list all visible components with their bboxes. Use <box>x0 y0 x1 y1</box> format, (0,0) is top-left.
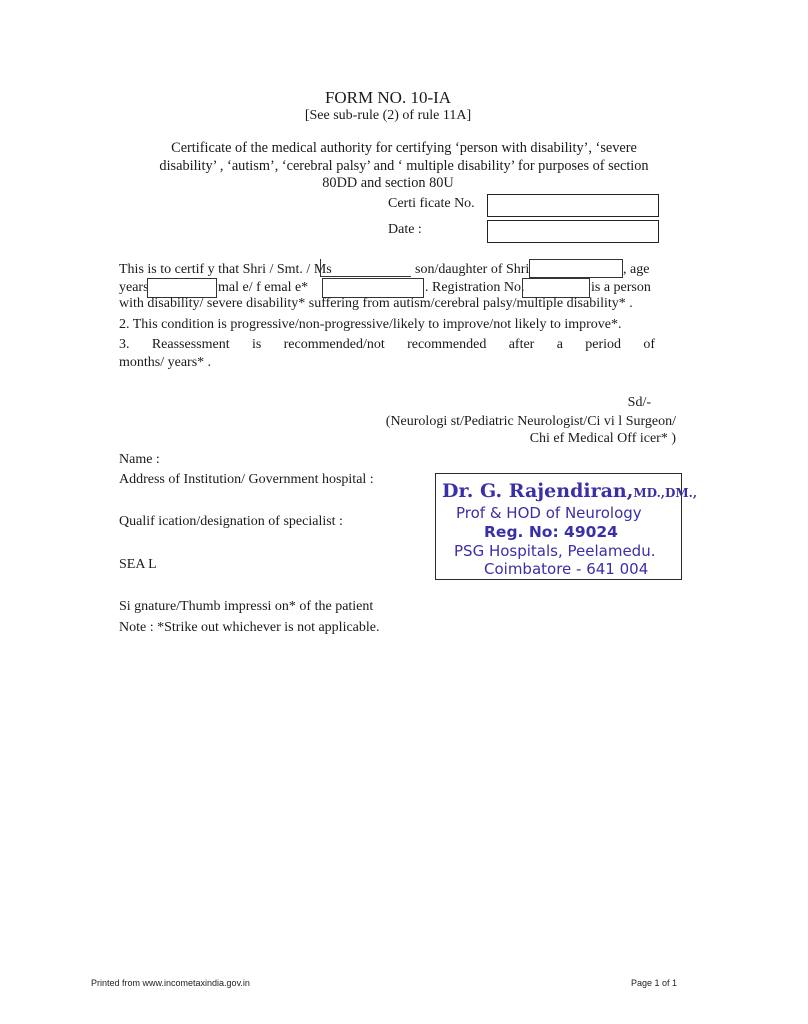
date-field[interactable] <box>487 220 659 243</box>
form-subrule: [See sub-rule (2) of rule 11A] <box>304 108 472 123</box>
footer-printed-from: Printed from www.incometaxindia.gov.in <box>91 978 250 988</box>
parent-name-field[interactable] <box>529 259 623 278</box>
stamp-city: Coimbatore - 641 004 <box>484 560 649 578</box>
reassessment-word: period <box>585 337 622 352</box>
body-line-1-b: son/daughter of Shri <box>415 262 530 277</box>
reassessment-word: 3. <box>119 337 130 352</box>
seal-label: SEA L <box>119 557 157 572</box>
body-line-1-c: , age <box>623 262 650 277</box>
body-line-3: with disability/ severe disability* suffering from autism/cerebral palsy/multiple disability* . <box>119 296 633 311</box>
reassessment-line-2: months/ years* . <box>119 355 212 370</box>
intro-line-1: Certificate of the medical authority for certifying ‘person with disability’, ‘severe <box>171 140 637 156</box>
stamp-doctor-name <box>442 480 697 502</box>
reassessment-word: a <box>556 337 563 352</box>
note-line: Note : *Strike out whichever is not applicable. <box>119 620 380 635</box>
registration-no-field[interactable] <box>522 278 590 298</box>
reassessment-word: recommended <box>407 337 487 352</box>
intro-line-2: disability’ , ‘autism’, ‘cerebral palsy’ and ‘ multiple disability’ for purposes of section <box>159 158 649 174</box>
reassessment-word: of <box>643 337 656 352</box>
signature-label: Si gnature/Thumb impressi on* of the patient <box>119 599 374 614</box>
body-line-1-a: This is to certif y that Shri / Smt. / Ms <box>119 262 332 277</box>
intro-line-3: 80DD and section 80U <box>322 175 454 191</box>
name-label: Name : <box>119 452 160 467</box>
age-field[interactable] <box>147 278 217 298</box>
body-line-2-d: is a person <box>591 280 651 295</box>
address-label: Address of Institution/ Government hospital : <box>119 472 374 487</box>
stamp-hospital: PSG Hospitals, Peelamedu. <box>454 542 656 560</box>
sd-mark: Sd/- <box>627 395 651 410</box>
certificate-no-label: Certi ficate No. <box>388 196 475 211</box>
authority-line-2: Chi ef Medical Off icer* ) <box>529 431 676 446</box>
reassessment-word: recommended/not <box>283 337 385 352</box>
body-line-2-b: mal e/ f emal e* <box>218 280 309 295</box>
stamp-name-text: Dr. G. Rajendiran, <box>442 480 634 502</box>
condition-line: 2. This condition is progressive/non-progressive/likely to improve/not likely to improve*. <box>119 317 622 332</box>
authority-line-1: (Neurologi st/Pediatric Neurologist/Ci vi l Surgeon/ <box>385 414 676 429</box>
form-title: FORM NO. 10-IA <box>324 88 452 107</box>
footer-page-number: Page 1 of 1 <box>630 978 677 988</box>
date-label: Date : <box>388 222 422 237</box>
doctor-stamp <box>435 473 697 580</box>
stamp-reg-no: Reg. No: 49024 <box>484 523 618 541</box>
body-line-2-a: years <box>119 280 149 295</box>
stamp-degrees: MD.,DM., <box>633 486 697 500</box>
reassessment-word: after <box>508 337 535 352</box>
reassessment-word: is <box>251 337 262 352</box>
gender-field[interactable] <box>322 278 424 298</box>
reassessment-word: Reassessment <box>151 337 230 352</box>
certificate-no-field[interactable] <box>487 194 659 217</box>
patient-name-field[interactable] <box>320 259 411 277</box>
stamp-designation: Prof & HOD of Neurology <box>456 504 642 522</box>
reassessment-line <box>119 337 655 353</box>
qualification-label: Qualif ication/designation of specialist : <box>119 514 343 529</box>
body-line-2-c: . Registration No. <box>425 280 525 295</box>
